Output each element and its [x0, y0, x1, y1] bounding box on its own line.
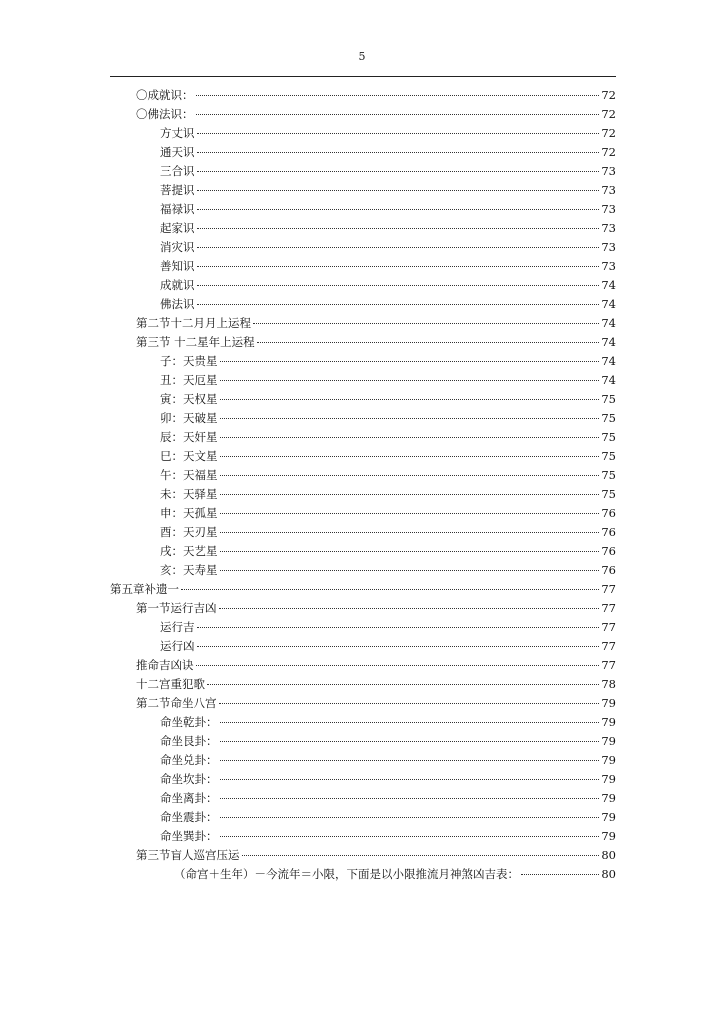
dot-leader — [197, 152, 600, 153]
toc-entry-title: 命坐兑卦： — [160, 753, 218, 767]
toc-entry[interactable] — [110, 865, 616, 884]
toc-entry-title: 未：天驿星 — [160, 487, 218, 501]
toc-entry-page-number: 76 — [601, 506, 616, 520]
toc-entry-page-number: 77 — [601, 620, 616, 634]
toc-entry-title: 命坐乾卦： — [160, 715, 218, 729]
toc-entry-title: 福禄识 — [160, 202, 195, 216]
dot-leader — [181, 589, 599, 590]
dot-leader — [197, 304, 600, 305]
toc-entry[interactable] — [110, 238, 616, 257]
toc-entry-title: 第三节盲人巡宫压运 — [136, 848, 240, 862]
toc-entry[interactable] — [110, 504, 616, 523]
toc-entry[interactable] — [110, 580, 616, 599]
toc-entry-title: 辰：天奸星 — [160, 430, 218, 444]
toc-entry-page-number: 79 — [601, 715, 616, 729]
toc-entry-title: 命坐巽卦： — [160, 829, 218, 843]
toc-entry-title: 丑：天厄星 — [160, 373, 218, 387]
toc-entry-page-number: 79 — [601, 791, 616, 805]
toc-entry-page-number: 76 — [601, 563, 616, 577]
dot-leader — [196, 114, 600, 115]
toc-entry-page-number: 72 — [601, 107, 616, 121]
toc-entry[interactable] — [110, 409, 616, 428]
toc-entry[interactable] — [110, 333, 616, 352]
dot-leader — [197, 190, 600, 191]
toc-entry-page-number: 75 — [601, 468, 616, 482]
toc-entry-page-number: 76 — [601, 525, 616, 539]
toc-entry-page-number: 74 — [601, 373, 616, 387]
dot-leader — [220, 817, 600, 818]
toc-entry[interactable] — [110, 276, 616, 295]
dot-leader — [196, 95, 600, 96]
dot-leader — [220, 741, 600, 742]
toc-entry[interactable] — [110, 599, 616, 618]
header-rule — [110, 76, 616, 77]
toc-entry-page-number: 74 — [601, 316, 616, 330]
dot-leader — [220, 570, 600, 571]
toc-entry-page-number: 77 — [601, 582, 616, 596]
dot-leader — [257, 342, 600, 343]
toc-entry-title: 推命吉凶诀 — [136, 658, 194, 672]
toc-entry-title: 寅：天权星 — [160, 392, 218, 406]
toc-entry[interactable] — [110, 751, 616, 770]
toc-entry-page-number: 77 — [601, 639, 616, 653]
toc-entry[interactable] — [110, 124, 616, 143]
dot-leader — [220, 513, 600, 514]
dot-leader — [220, 798, 600, 799]
toc-entry-title: 亥：天寿星 — [160, 563, 218, 577]
toc-entry[interactable] — [110, 846, 616, 865]
toc-entry[interactable] — [110, 466, 616, 485]
toc-entry-page-number: 79 — [601, 753, 616, 767]
toc-entry-page-number: 75 — [601, 411, 616, 425]
toc-entry-title: 戌：天艺星 — [160, 544, 218, 558]
toc-entry-title: 方丈识 — [160, 126, 195, 140]
toc-entry-title: 命坐离卦： — [160, 791, 218, 805]
dot-leader — [220, 399, 600, 400]
dot-leader — [220, 380, 600, 381]
toc-entry-title: 午：天福星 — [160, 468, 218, 482]
toc-entry[interactable] — [110, 143, 616, 162]
toc-entry-title: 消灾识 — [160, 240, 195, 254]
dot-leader — [220, 722, 600, 723]
dot-leader — [219, 703, 600, 704]
toc-entry[interactable] — [110, 219, 616, 238]
dot-leader — [220, 494, 600, 495]
toc-entry-page-number: 77 — [601, 658, 616, 672]
toc-entry-title: 第一节运行吉凶 — [136, 601, 217, 615]
dot-leader — [197, 228, 600, 229]
toc-entry[interactable] — [110, 86, 616, 105]
toc-entry-page-number: 75 — [601, 430, 616, 444]
dot-leader — [197, 646, 600, 647]
toc-entry[interactable] — [110, 694, 616, 713]
toc-entry-page-number: 79 — [601, 696, 616, 710]
toc-entry-page-number: 76 — [601, 544, 616, 558]
toc-entry[interactable] — [110, 618, 616, 637]
toc-entry[interactable] — [110, 485, 616, 504]
toc-entry-page-number: 74 — [601, 278, 616, 292]
toc-entry-page-number: 77 — [601, 601, 616, 615]
toc-entry[interactable] — [110, 561, 616, 580]
toc-entry-title: 第三节 十二星年上运程 — [136, 335, 255, 349]
toc-entry[interactable] — [110, 789, 616, 808]
toc-entry-title: 十二宫重犯歌 — [136, 677, 205, 691]
dot-leader — [220, 418, 600, 419]
dot-leader — [196, 665, 600, 666]
dot-leader — [220, 779, 600, 780]
toc-entry-page-number: 79 — [601, 772, 616, 786]
toc-entry[interactable] — [110, 732, 616, 751]
toc-entry-title: 命坐震卦： — [160, 810, 218, 824]
toc-entry[interactable] — [110, 314, 616, 333]
toc-entry[interactable] — [110, 181, 616, 200]
toc-entry-page-number: 74 — [601, 297, 616, 311]
toc-entry-page-number: 72 — [601, 145, 616, 159]
toc-entry-title: 子：天贵星 — [160, 354, 218, 368]
toc-entry-page-number: 72 — [601, 126, 616, 140]
toc-entry-title: （命宫＋生年）－今流年＝小限，下面是以小限推流月神煞凶吉表： — [174, 867, 519, 881]
toc-entry-title: 第二节十二月月上运程 — [136, 316, 251, 330]
dot-leader — [197, 285, 600, 286]
dot-leader — [220, 760, 600, 761]
toc-entry-title: 善知识 — [160, 259, 195, 273]
toc-entry[interactable] — [110, 352, 616, 371]
toc-entry-title: 三合识 — [160, 164, 195, 178]
toc-entry[interactable] — [110, 390, 616, 409]
dot-leader — [197, 133, 600, 134]
toc-entry[interactable] — [110, 827, 616, 846]
toc-entry-page-number: 73 — [601, 202, 616, 216]
dot-leader — [197, 171, 600, 172]
toc-entry[interactable] — [110, 447, 616, 466]
toc-entry-page-number: 75 — [601, 449, 616, 463]
toc-entry-page-number: 78 — [601, 677, 616, 691]
toc-entry-title: 菩提识 — [160, 183, 195, 197]
toc-entry[interactable] — [110, 542, 616, 561]
toc-entry-title: 卯：天破星 — [160, 411, 218, 425]
dot-leader — [197, 247, 600, 248]
toc-entry[interactable] — [110, 371, 616, 390]
toc-entry-title: 第五章补遗一 — [110, 582, 179, 596]
dot-leader — [521, 874, 599, 875]
dot-leader — [220, 532, 600, 533]
dot-leader — [197, 627, 600, 628]
toc-entry-title: 巳：天文星 — [160, 449, 218, 463]
toc-entry-title: 成就识 — [160, 278, 195, 292]
dot-leader — [197, 209, 600, 210]
toc-entry[interactable] — [110, 428, 616, 447]
toc-entry-title: 通天识 — [160, 145, 195, 159]
toc-entry-page-number: 75 — [601, 392, 616, 406]
toc-entry[interactable] — [110, 675, 616, 694]
toc-entry-title: 〇成就识： — [136, 88, 194, 102]
toc-entry-page-number: 73 — [601, 259, 616, 273]
toc-entry-title: 运行凶 — [160, 639, 195, 653]
toc-entry-page-number: 79 — [601, 810, 616, 824]
toc-entry[interactable] — [110, 656, 616, 675]
dot-leader — [220, 456, 600, 457]
dot-leader — [207, 684, 599, 685]
dot-leader — [253, 323, 599, 324]
toc-entry[interactable] — [110, 637, 616, 656]
toc-entry[interactable] — [110, 770, 616, 789]
toc-entry-page-number: 74 — [601, 354, 616, 368]
toc-entry[interactable] — [110, 200, 616, 219]
toc-entry-page-number: 73 — [601, 221, 616, 235]
toc-entry-title: 第二节命坐八宫 — [136, 696, 217, 710]
toc-entry[interactable] — [110, 105, 616, 124]
toc-entry-title: 佛法识 — [160, 297, 195, 311]
toc-entry-page-number: 73 — [601, 240, 616, 254]
toc-entry-page-number: 79 — [601, 829, 616, 843]
toc-entry-title: 命坐艮卦： — [160, 734, 218, 748]
dot-leader — [242, 855, 600, 856]
toc-entry-title: 起家识 — [160, 221, 195, 235]
dot-leader — [219, 608, 600, 609]
dot-leader — [220, 551, 600, 552]
toc-entry-page-number: 80 — [601, 867, 616, 881]
toc-entry-title: 命坐坎卦： — [160, 772, 218, 786]
toc-entry[interactable] — [110, 162, 616, 181]
toc-entry-page-number: 73 — [601, 183, 616, 197]
dot-leader — [220, 437, 600, 438]
toc-entry-page-number: 74 — [601, 335, 616, 349]
page-number: 5 — [358, 50, 366, 63]
dot-leader — [197, 266, 600, 267]
toc-entry[interactable] — [110, 295, 616, 314]
dot-leader — [220, 836, 600, 837]
toc-entry[interactable] — [110, 713, 616, 732]
toc-entry-title: 酉：天刃星 — [160, 525, 218, 539]
dot-leader — [220, 361, 600, 362]
dot-leader — [220, 475, 600, 476]
toc-entry-page-number: 72 — [601, 88, 616, 102]
toc-entry[interactable] — [110, 808, 616, 827]
toc-entry-page-number: 80 — [601, 848, 616, 862]
toc-entry-page-number: 75 — [601, 487, 616, 501]
toc-entry-page-number: 73 — [601, 164, 616, 178]
toc-entry-title: 〇佛法识： — [136, 107, 194, 121]
toc-entry-title: 申：天孤星 — [160, 506, 218, 520]
toc-entry[interactable] — [110, 523, 616, 542]
toc-entry[interactable] — [110, 257, 616, 276]
toc-entry-page-number: 79 — [601, 734, 616, 748]
table-of-contents — [110, 86, 616, 884]
toc-entry-title: 运行吉 — [160, 620, 195, 634]
